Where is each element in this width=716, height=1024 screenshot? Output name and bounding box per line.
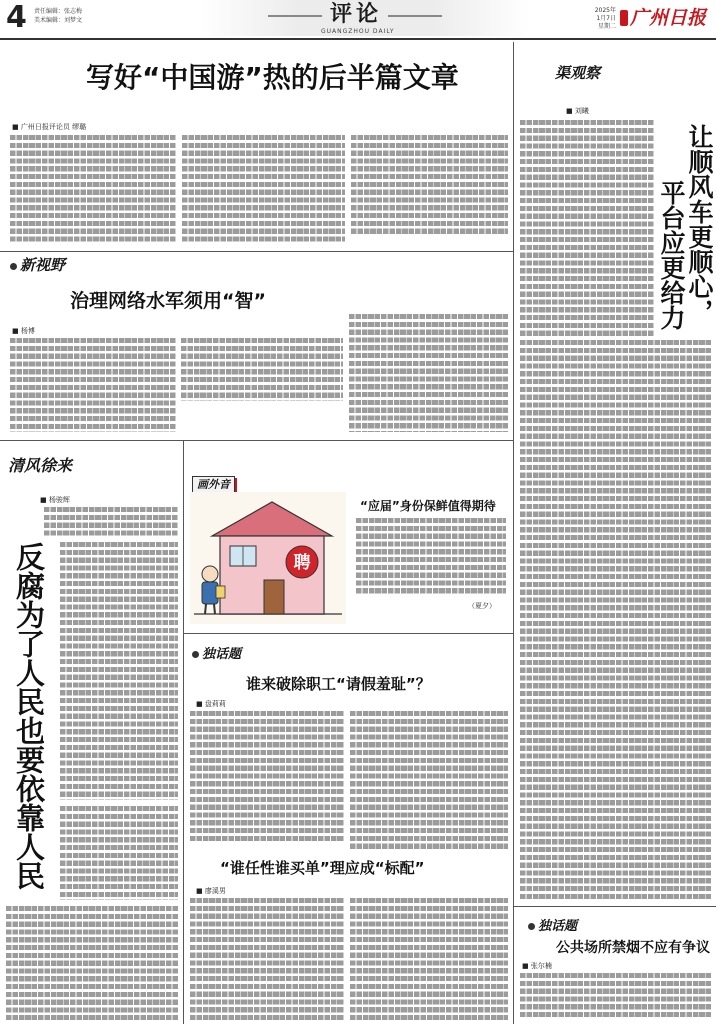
section-divider bbox=[0, 440, 513, 441]
date-day: 1月7日 bbox=[596, 15, 616, 22]
anticorruption-byline: ■ 杨骏辉 bbox=[40, 496, 70, 504]
column-logo-text: 独话题 bbox=[538, 919, 578, 934]
section-subtitle: GUANGZHOU DAILY bbox=[321, 28, 395, 35]
column-logo-icon bbox=[528, 923, 535, 930]
column-logo-qingfeng bbox=[8, 458, 72, 474]
section-divider bbox=[184, 633, 513, 634]
header-decoration bbox=[268, 15, 322, 17]
body-text-column bbox=[6, 906, 178, 1020]
weekday: 星期二 bbox=[597, 23, 616, 30]
body-text-column bbox=[349, 314, 508, 432]
header-decoration bbox=[388, 15, 442, 17]
cartoon-person-leg bbox=[205, 604, 206, 614]
section-divider bbox=[0, 251, 513, 252]
section-divider bbox=[514, 906, 716, 907]
section-title: 评论 bbox=[330, 1, 383, 27]
net-headline: 治理网络水军须用“智” bbox=[70, 290, 266, 312]
net-byline: ■ 杨博 bbox=[12, 327, 35, 335]
leave-byline: ■ 盘莉莉 bbox=[196, 700, 226, 708]
column-logo-icon bbox=[192, 651, 199, 658]
smoking-headline: 公共场所禁烟不应有争议 bbox=[556, 940, 710, 956]
body-text-column bbox=[520, 120, 654, 336]
body-text-column bbox=[60, 806, 178, 900]
cartoon-illustration bbox=[190, 492, 346, 624]
body-text-column bbox=[356, 518, 506, 596]
masthead-logo: 广州日报 bbox=[630, 7, 707, 29]
masthead-logo-icon bbox=[620, 10, 628, 26]
column-logo-quguancha bbox=[555, 66, 600, 81]
smoking-byline: ■ 张尔楠 bbox=[522, 962, 552, 970]
body-text-column bbox=[10, 338, 176, 432]
body-text-column bbox=[181, 338, 343, 401]
date-year: 2025年 bbox=[594, 7, 616, 14]
cartoon-person-leg bbox=[214, 604, 215, 614]
main-headline: 写好“中国游”热的后半篇文章 bbox=[86, 61, 459, 94]
cartoon-bag-icon bbox=[216, 586, 225, 598]
pay-headline: “谁任性谁买单”理应成“标配” bbox=[220, 859, 425, 877]
anticorruption-headline: 反腐为了人民也要依靠人民 bbox=[12, 542, 46, 890]
main-byline: ■ 广州日报评论员 缪璐 bbox=[12, 123, 87, 131]
column-logo-text: 新视野 bbox=[20, 256, 66, 274]
column-logo-duhuati bbox=[192, 648, 241, 661]
body-text-column bbox=[351, 135, 508, 236]
cartoon-headline: “应届”身份保鲜值得期待 bbox=[360, 499, 496, 513]
page-number: 4 bbox=[6, 0, 27, 35]
body-text-column bbox=[44, 507, 178, 538]
cartoon-door bbox=[264, 580, 284, 614]
rideshare-headline-part1: 让顺风车更顺心， bbox=[685, 124, 714, 324]
column-divider bbox=[183, 441, 184, 1024]
body-text-column bbox=[350, 898, 508, 1020]
column-logo-huawaiyin bbox=[192, 476, 235, 493]
cartoon-credit: （夏夕） bbox=[468, 602, 496, 610]
column-divider bbox=[513, 42, 514, 1024]
body-text-column bbox=[190, 711, 344, 841]
header-rule bbox=[0, 38, 716, 40]
pay-byline: ■ 廖溪男 bbox=[196, 887, 226, 895]
body-text-column bbox=[10, 135, 176, 244]
body-text-column bbox=[520, 973, 711, 1020]
cartoon-sign-text: 聘 bbox=[293, 553, 311, 573]
body-text-column bbox=[350, 711, 508, 851]
column-logo-text: 独话题 bbox=[202, 647, 242, 662]
leave-headline: 谁来破除职工“请假羞耻”？ bbox=[246, 675, 431, 693]
body-text-column bbox=[182, 135, 345, 244]
eye-icon bbox=[10, 263, 17, 270]
editor-credit: 责任编辑：张志梅 bbox=[34, 8, 83, 15]
body-text-column bbox=[190, 898, 344, 1020]
column-logo-text: 画外音 bbox=[197, 478, 230, 491]
column-logo-text: 清风徐来 bbox=[8, 456, 73, 475]
column-logo-duhuati bbox=[528, 920, 577, 933]
body-text-column bbox=[60, 542, 178, 800]
cartoon-person-head bbox=[202, 566, 218, 582]
rideshare-headline-part2: 平台应更给力 bbox=[657, 180, 686, 330]
column-logo-text: 渠观察 bbox=[555, 64, 601, 82]
editor-credit: 美术编辑：刘梦文 bbox=[34, 17, 83, 24]
column-logo-xinshiye bbox=[10, 258, 65, 273]
rideshare-byline: ■ 刘曦 bbox=[566, 107, 589, 115]
body-text-column bbox=[520, 340, 711, 900]
